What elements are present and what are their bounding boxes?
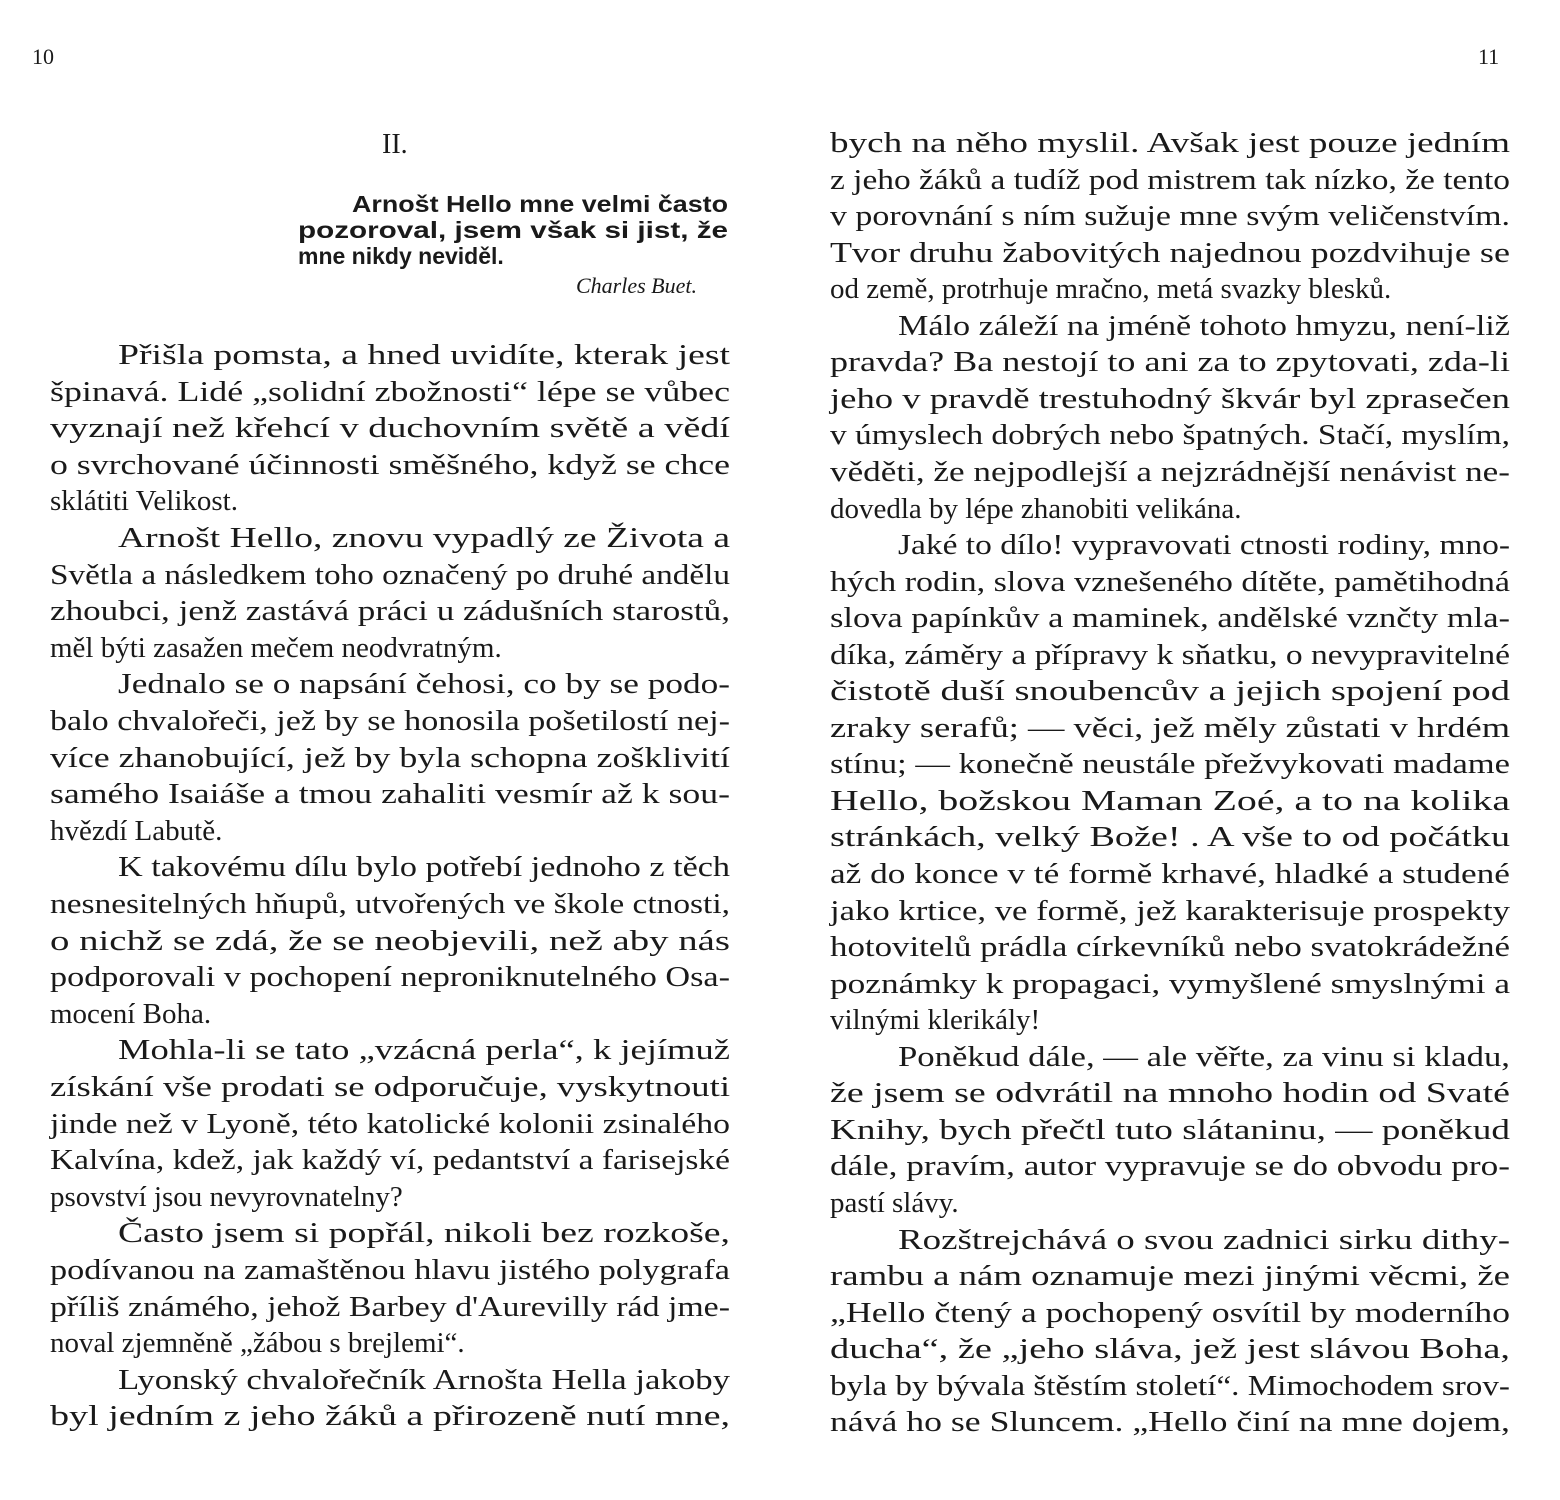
right-line: Rozštrejchává o svou zadnici sirku dithy- [898, 1223, 1511, 1256]
right-line: že jsem se odvrátil na mnoho hodin od Svaté [830, 1077, 1510, 1110]
right-line: Tvor druhu žabovitých najednou pozdvihuje se [830, 236, 1510, 269]
right-line: ducha“, že „jeho sláva, jež jest slávou Boha, [830, 1333, 1510, 1366]
left-line: Jednalo se o napsání čehosi, co by se podo- [118, 668, 730, 701]
left-line: příliš známého, jehož Barbey d'Aurevilly rád jme- [50, 1290, 730, 1323]
left-line: psovství jsou nevyrovnatelny? [50, 1180, 403, 1213]
epigraph-author: Charles Buet. [576, 273, 697, 298]
right-line: bych na něho myslil. Avšak jest pouze jedním [830, 127, 1511, 159]
right-line: Knihy, bych přečtl tuto slátaninu, — poněkud [830, 1113, 1510, 1146]
right-line: vilnými klerikály! [830, 1004, 1041, 1037]
right-line: nává ho se Sluncem. „Hello činí na mne dojem, [830, 1406, 1510, 1439]
section-heading: II. [382, 129, 408, 160]
left-line: Mohla-li se tato „vzácná perla“, k jejímuž [118, 1034, 730, 1067]
right-line: Poněkud dále, — ale věřte, za vinu si kladu, [898, 1040, 1510, 1073]
left-line: získání vše prodati se odporučuje, vyskytnouti [50, 1071, 730, 1103]
left-line: samého Isaiáše a tmou zahaliti vesmír až k sou- [50, 778, 730, 811]
right-line: dovedla by lépe zhanobiti velikána. [830, 492, 1242, 525]
right-line: Jaké to dílo! vypravovati ctnosti rodiny, mno- [898, 529, 1510, 562]
left-line: zhoubci, jenž zastává práci u zádušních starostů, [50, 595, 730, 628]
page-number-right: 11 [1478, 44, 1500, 69]
left-line: sklátiti Velikost. [50, 485, 238, 518]
right-line: Hello, božskou Maman Zoé, a to na kolika [830, 784, 1510, 817]
left-line: Kalvína, kdež, jak každý ví, pedantství a farisejské [50, 1144, 731, 1177]
right-line: od země, protrhuje mračno, metá svazky blesků. [830, 273, 1392, 306]
left-line: noval zjemněně „žábou s brejlemi“. [50, 1327, 465, 1360]
right-line: Málo záleží na jméně tohoto hmyzu, není-liž [898, 309, 1510, 342]
left-line: byl jedním z jeho žáků a přirozeně nutí mne, [50, 1400, 731, 1433]
left-line: špinavá. Lidé „solidní zbožnosti“ lépe se vůbec [50, 375, 731, 408]
left-line: vyznají než křehcí v duchovním světě a vědí [50, 412, 731, 445]
right-line: pastí slávy. [830, 1186, 959, 1219]
right-line: hotovitelů prádla církevníků nebo svatokrádežné [830, 931, 1511, 964]
left-line: o svrchované účinnosti směšného, když se chce [50, 448, 731, 481]
left-line: Často jsem si popřál, nikoli bez rozkoše, [118, 1217, 730, 1250]
left-line: nesnesitelných hňupů, utvořených ve škole ctnosti, [50, 888, 730, 920]
left-line: Arnošt Hello, znovu vypadlý ze Života a [118, 522, 731, 554]
right-line: dále, pravím, autor vypravuje se do obvodu pro- [830, 1150, 1511, 1183]
right-line: věděti, že nejpodlejší a nejzrádnější nenávist ne- [830, 455, 1510, 488]
right-line: jeho v pravdě trestuhodný škvár byl zprasečen [830, 382, 1511, 415]
right-line: byla by bývala štěstím století“. Mimochodem srov- [830, 1369, 1510, 1402]
left-line: měl býti zasažen mečem neodvratným. [50, 631, 502, 664]
right-line: rambu a nám oznamuje mezi jinými věcmi, že [830, 1260, 1510, 1293]
epigraph-line: mne nikdy neviděl. [298, 243, 504, 269]
left-line: mocení Boha. [50, 997, 212, 1030]
right-line: stínu; — konečně neustále přežvykovati madame [830, 748, 1511, 781]
left-line: hvězdí Labutě. [50, 814, 223, 847]
left-line: podívanou na zamaštěnou hlavu jistého polygrafa [50, 1254, 730, 1286]
right-line: poznámky k propagaci, vymyšlené smyslnými a [830, 967, 1511, 1000]
epigraph-line: Arnošt Hello mne velmi často [352, 191, 729, 217]
left-line: Světla a následkem toho označený po druhé andělu [50, 558, 730, 591]
left-line: Přišla pomsta, a hned uvidíte, kterak jest [118, 339, 731, 371]
left-line: balo chvalořeči, jež by se honosila pošetilostí nej- [50, 705, 731, 737]
right-line: z jeho žáků a tudíž pod mistrem tak nízko, že tento [830, 163, 1511, 196]
right-line: až do konce v té formě krhavé, hladké a studené [830, 858, 1510, 890]
right-line: hých rodin, slova vznešeného dítěte, pamětihodná [830, 565, 1511, 598]
right-line: zraky serafů; — věci, jež měly zůstati v hrdém [830, 711, 1511, 744]
page-number-left: 10 [32, 44, 54, 69]
left-line: více zhanobující, jež by byla schopna zošklivití [50, 741, 731, 774]
left-line: o nichž se zdá, že se neobjevili, než aby nás [50, 924, 731, 957]
right-line: „Hello čtený a pochopený osvítil by moderního [830, 1296, 1511, 1329]
right-line: čistotě duší snoubencův a jejich spojení pod [830, 675, 1511, 708]
right-line: pravda? Ba nestojí to ani za to zpytovati, zda-li [830, 346, 1510, 379]
right-line: v porovnání s ním sužuje mne svým veličenstvím. [830, 200, 1510, 233]
left-line: Lyonský chvalořečník Arnošta Hella jakoby [118, 1363, 731, 1396]
epigraph-line: pozoroval, jsem však si jist, že [298, 217, 729, 243]
left-line: jinde než v Lyoně, této katolické kolonii zsinalého [50, 1107, 730, 1140]
right-line: stránkách, velký Bože! . A vše to od počátku [830, 821, 1511, 854]
right-line: v úmyslech dobrých nebo špatných. Stačí, myslím, [830, 419, 1511, 452]
left-line: K takovému dílu bylo potřebí jednoho z těch [118, 851, 730, 884]
right-line: díka, záměry a přípravy k sňatku, o nevypravitelné [830, 638, 1511, 671]
left-line: podporovali v pochopení neproniknutelného Osa- [50, 961, 730, 994]
right-line: jako krtice, ve formě, jež karakterisuje prospekty [830, 894, 1510, 927]
right-line: slova papínkův a maminek, andělské vznčty mla- [830, 602, 1511, 635]
